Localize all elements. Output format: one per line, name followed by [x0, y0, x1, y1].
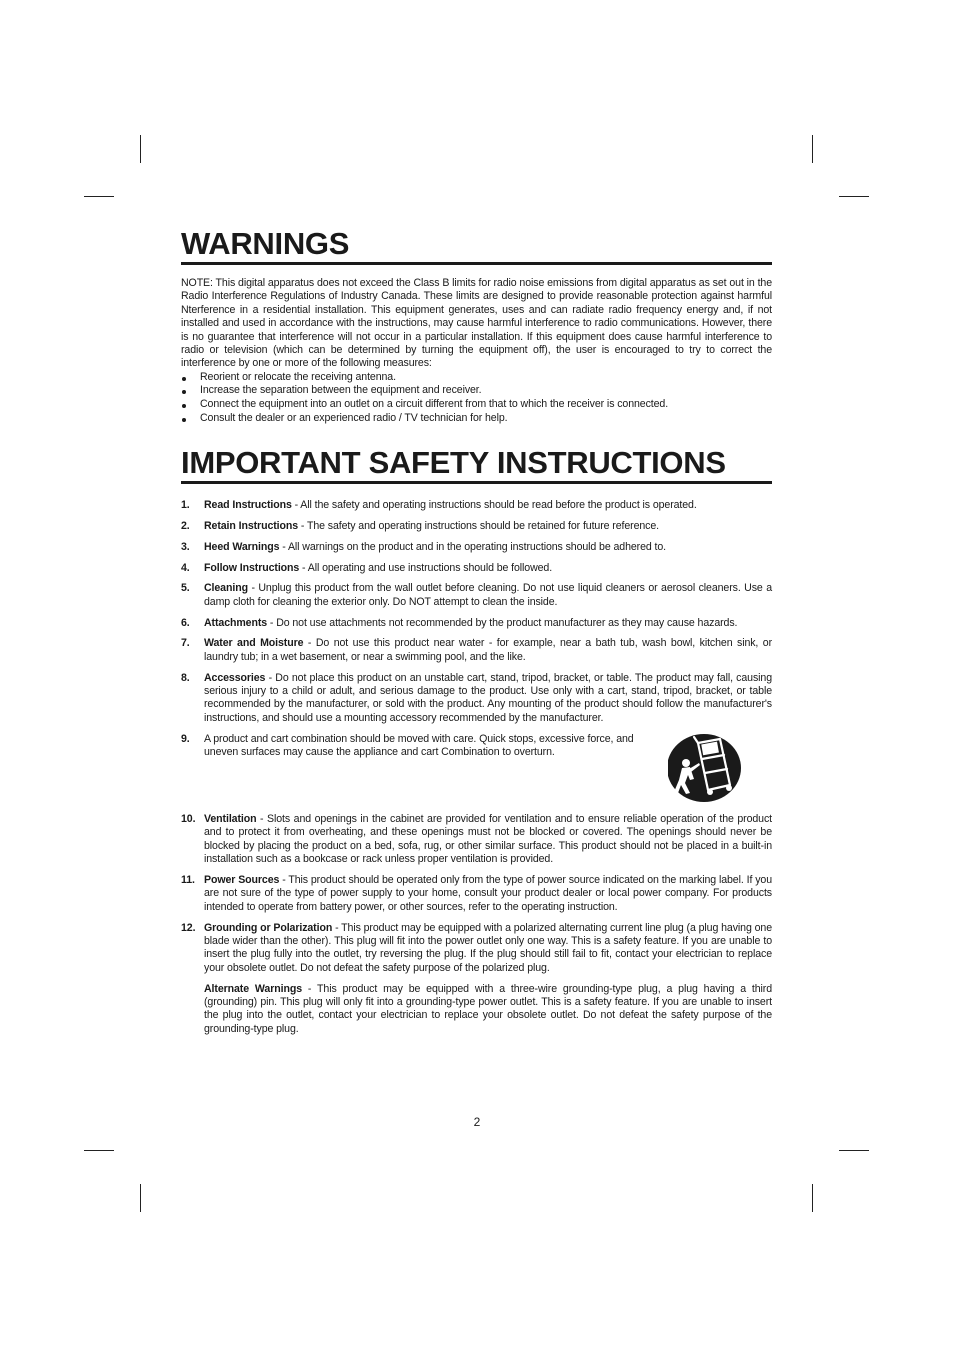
crop-mark-bottom-right-vertical [812, 1184, 813, 1212]
crop-mark-bottom-left-horizontal [84, 1150, 114, 1151]
list-item: Increase the separation between the equipment and receiver. [181, 384, 772, 398]
cart-instruction-text: A product and cart combination should be moved with care. Quick stops, excessive force, and uneven surfaces may cause the appliance and cart Combination to overturn. [204, 732, 634, 759]
instruction-item: 4. Follow Instructions - All operating and use instructions should be followed. [181, 561, 553, 574]
bullet-icon [182, 390, 186, 394]
list-item: Reorient or relocate the receiving antenna. [181, 371, 772, 385]
bullet-icon [182, 377, 186, 381]
instruction-item: 11. Power Sources - This product should be operated only from the type of power source indicated on the marking label. If you are not sure of the type of power supply to your home, consult your product dealer or local power company. For products intended to operate from battery power, or other sources, refer to the operating instruction. [181, 874, 772, 913]
instruction-item: 6. Attachments - Do not use attachments not recommended by the product manufacturer as they may cause hazards. [181, 616, 738, 629]
instruction-item: 2. Retain Instructions - The safety and operating instructions should be retained for future reference. [181, 520, 659, 533]
instruction-item: 10. Ventilation - Slots and openings in the cabinet are provided for ventilation and to ensure reliable operation of the product and to protect it from overheating, and these openings must not be blocked or covered. The openings should never be blocked by placing the product on a bed, sofa, rug, or other similar surface. This product should not be placed in a built-in installation such as a bookcase or rack unless proper ventilation is provided. [181, 813, 772, 866]
bullet-icon [182, 418, 186, 422]
safety-instruction-list [181, 499, 772, 975]
warnings-bullet-list [181, 371, 772, 425]
cart-tip-over-warning-icon [668, 733, 746, 803]
crop-mark-top-right-horizontal [839, 196, 869, 197]
crop-mark-bottom-left-vertical [140, 1184, 141, 1212]
crop-mark-bottom-right-horizontal [839, 1150, 869, 1151]
bullet-icon [182, 404, 186, 408]
instruction-item: 9. A product and cart combination should be moved with care. Quick stops, excessive force, and uneven surfaces may cause the appliance and cart Combination to overturn. [181, 733, 772, 806]
page-content [181, 226, 772, 1036]
crop-mark-top-right-vertical [812, 135, 813, 163]
instruction-item: 5. Cleaning - Unplug this product from the wall outlet before cleaning. Do not use liquid cleaners or aerosol cleaners. Use a damp cloth for cleaning the exterior only. Do NOT attempt to clean the inside. [181, 582, 772, 608]
instruction-item: 7. Water and Moisture - Do not use this product near water - for example, near a bath tub, wash bowl, kitchen sink, or laundry tub; in a wet basement, or near a swimming pool, and the like. [181, 637, 772, 663]
list-item: Consult the dealer or an experienced radio / TV technician for help. [181, 412, 772, 426]
instruction-item: 3. Heed Warnings - All warnings on the product and in the operating instructions should be adhered to. [181, 540, 666, 553]
instruction-item: 1. Read Instructions - All the safety and operating instructions should be read before the product is operated. [181, 499, 697, 512]
warnings-note: NOTE: This digital apparatus does not exceed the Class B limits for radio noise emissions from digital apparatus as set out in the Radio Interference Regulations of Industry Canada. These limits are designed to provide reasonable protection against harmful Nterference in a residential installation. This equipment generates, uses and can radiate radio frequency energy and, if not installed and used in accordance with the instructions, may cause harmful interference to radio communications. However, there is no guarantee that interference will not occur in a particular installation. If this equipment does cause harmful interference to radio or television (which can be determined by turning the equipment off), the user is encouraged to try to correct the interference by one or more of the following measures: [181, 277, 772, 370]
warnings-heading: WARNINGS [181, 226, 772, 265]
list-item: Connect the equipment into an outlet on a circuit different from that to which the receiver is connected. [181, 398, 772, 412]
crop-mark-top-left-vertical [140, 135, 141, 163]
alternate-warnings-paragraph: Alternate Warnings - This product may be equipped with a three-wire grounding-type plug, a plug having a third (grounding) pin. This plug will only fit into a grounding-type power outlet. This is a safety feature. If you are unable to insert the plug into the outlet, contact your electrician to replace your obsolete outlet. Do not defeat the safety purpose of the grounding-type plug. [204, 982, 772, 1035]
crop-mark-top-left-horizontal [84, 196, 114, 197]
safety-heading: IMPORTANT SAFETY INSTRUCTIONS [181, 445, 772, 484]
page-number: 2 [473, 1115, 481, 1129]
instruction-item: 12. Grounding or Polarization - This product may be equipped with a polarized alternating current line plug (a plug having one blade wider than the other). This plug will fit into the power outlet only one way. This is a safety feature. If you are unable to insert the plug fully into the outlet, try reversing the plug. If the plug should still fail to fit, contact your electrician to replace your obsolete outlet. Do not defeat the safety purpose of the polarized plug. [181, 921, 772, 974]
instruction-item: 8. Accessories - Do not place this product on an unstable cart, stand, tripod, bracket, or table. The product may fall, causing serious injury to a child or adult, and serious damage to the product. Use only with a cart, stand, tripod, bracket, or table recommended by the manufacturer, or sold with the product. Any mounting of the product should follow the manufacturer's instructions, and should use a mounting accessory recommended by the manufacturer. [181, 671, 772, 724]
